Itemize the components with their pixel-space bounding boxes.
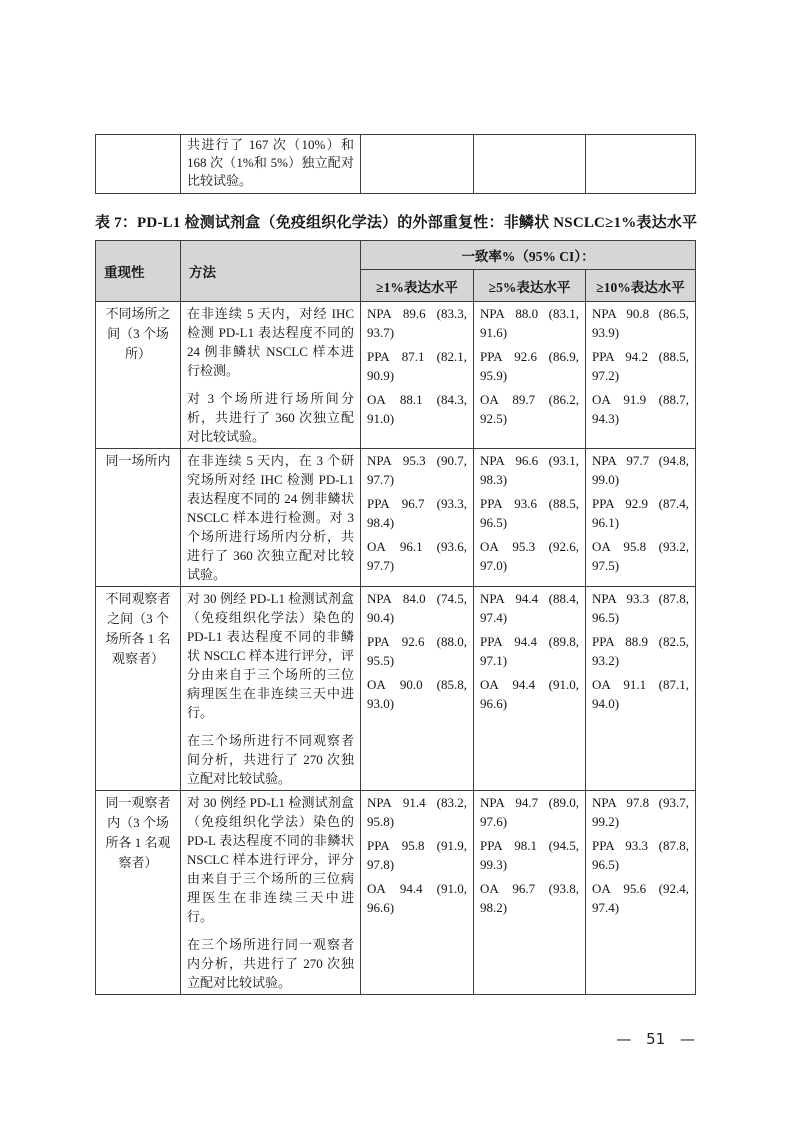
stat-group <box>480 879 579 917</box>
stat-group <box>592 675 689 713</box>
stat-line-2: 96.6) <box>480 696 508 711</box>
stat-part: 96.1 <box>399 539 423 554</box>
stat-line-2: 96.5) <box>592 610 620 625</box>
stat-group <box>367 793 467 831</box>
stats-cell-level-10pct <box>586 449 696 587</box>
stat-line-1 <box>592 537 689 556</box>
stat-part: 95.3 <box>512 539 536 554</box>
stat-part: (88.7, <box>658 392 689 407</box>
fragment-row <box>96 135 696 194</box>
stat-part: NPA <box>480 591 505 606</box>
stats-cell-level-5pct <box>474 791 586 995</box>
stat-part: 91.1 <box>623 677 647 692</box>
stat-group <box>367 675 467 713</box>
stat-line-1 <box>480 451 579 470</box>
stat-part: 89.6 <box>402 306 426 321</box>
fragment-empty-cell-3 <box>474 135 586 194</box>
stat-line-1 <box>480 390 579 409</box>
stat-line-2: 97.4) <box>480 610 508 625</box>
stat-line-1 <box>480 537 579 556</box>
stat-part: (93.8, <box>548 881 579 896</box>
stat-part: 93.3 <box>626 591 650 606</box>
stat-line-2: 97.7) <box>367 472 395 487</box>
stat-group <box>480 390 579 428</box>
stat-part: 92.6 <box>401 634 425 649</box>
stat-part: 88.0 <box>515 306 539 321</box>
stat-group <box>367 589 467 627</box>
stat-group <box>592 632 689 670</box>
stat-part: 90.8 <box>626 306 650 321</box>
stat-group <box>367 304 467 342</box>
stat-group <box>367 347 467 385</box>
stat-part: PPA <box>480 634 503 649</box>
stat-part: (82.5, <box>658 634 689 649</box>
stat-part: (86.9, <box>548 349 579 364</box>
stat-line-2: 93.7) <box>367 325 395 340</box>
stat-part: OA <box>367 539 386 554</box>
stat-line-2: 92.5) <box>480 411 508 426</box>
stats-cell-level-5pct <box>474 449 586 587</box>
stat-part: 94.4 <box>512 677 536 692</box>
stat-part: 95.3 <box>402 453 426 468</box>
stat-group <box>592 793 689 831</box>
method-cell <box>181 449 361 587</box>
method-paragraph: 在非连续 5 天内，在 3 个研究场所对经 IHC 检测 PD-L1 表达程度不同的 24 例非鳞状 NSCLC 样本进行检测。对 3 个场所进行场所内分析，共进行了 360 次独立配对比较试验。 <box>187 453 354 582</box>
stat-group <box>367 390 467 428</box>
stat-part: OA <box>367 392 386 407</box>
fragment-empty-cell-2 <box>361 135 474 194</box>
stat-part: PPA <box>480 838 503 853</box>
stat-line-1 <box>367 451 467 470</box>
stat-group <box>480 589 579 627</box>
stat-line-1 <box>367 589 467 608</box>
stat-line-2: 91.6) <box>480 325 508 340</box>
stat-part: 94.4 <box>514 634 538 649</box>
stat-line-2: 99.0) <box>592 472 620 487</box>
stat-line-2: 94.3) <box>592 411 620 426</box>
stat-part: NPA <box>592 591 617 606</box>
stats-cell-level-5pct <box>474 587 586 791</box>
stat-line-2: 96.1) <box>592 515 620 530</box>
stat-group <box>592 879 689 917</box>
stat-line-2: 97.1) <box>480 653 508 668</box>
stat-line-2: 99.2) <box>592 814 620 829</box>
header-expression-level-1pct: ≥1%表达水平 <box>361 270 474 302</box>
stat-line-1 <box>480 494 579 513</box>
stat-group <box>592 347 689 385</box>
stat-line-2: 99.3) <box>480 857 508 872</box>
stat-line-2: 97.2) <box>592 368 620 383</box>
stat-part: (93.6, <box>436 539 467 554</box>
stat-part: NPA <box>592 453 617 468</box>
fragment-method-cell <box>181 135 361 194</box>
stat-part: PPA <box>367 496 390 511</box>
stat-line-2: 91.0) <box>367 411 395 426</box>
stat-group <box>367 836 467 874</box>
stat-line-2: 96.5) <box>592 857 620 872</box>
stat-part: OA <box>480 392 499 407</box>
stat-line-2: 97.7) <box>367 558 395 573</box>
stat-line-1 <box>480 879 579 898</box>
header-method: 方法 <box>181 241 361 302</box>
fragment-empty-cell-4 <box>586 135 696 194</box>
stat-part: (84.3, <box>436 392 467 407</box>
stat-group <box>592 304 689 342</box>
stats-cell-level-5pct <box>474 302 586 449</box>
stat-line-1 <box>367 793 467 812</box>
stat-part: (86.5, <box>658 306 690 321</box>
method-paragraph: 对 30 例经 PD-L1 检测试剂盒（免疫组织化学法）染色的 PD-L1 表达程度不同的非鳞状 NSCLC 样本进行评分，评分由来自于三个场所的三位病理医生在非连续三天中进行。 <box>187 591 354 720</box>
stat-line-2: 98.2) <box>480 900 508 915</box>
stat-part: 98.1 <box>514 838 538 853</box>
stat-line-1 <box>367 494 467 513</box>
reproducibility-cell: 不同场所之间（3 个场所） <box>96 302 181 449</box>
method-paragraph: 在三个场所进行不同观察者间分析，共进行了 270 次独立配对比较试验。 <box>187 733 354 786</box>
stat-group <box>480 793 579 831</box>
table7-data-row <box>96 302 696 449</box>
stat-line-1 <box>592 304 689 323</box>
stat-part: (93.1, <box>548 453 579 468</box>
stat-part: OA <box>592 539 611 554</box>
stat-line-1 <box>367 347 467 366</box>
stat-line-1 <box>592 451 689 470</box>
stat-group <box>480 836 579 874</box>
stat-part: OA <box>592 677 611 692</box>
stat-line-2: 97.0) <box>480 558 508 573</box>
stat-line-1 <box>592 879 689 898</box>
stat-part: NPA <box>592 306 617 321</box>
stat-group <box>367 537 467 575</box>
method-cell <box>181 587 361 791</box>
stat-group <box>592 494 689 532</box>
method-cell <box>181 791 361 995</box>
stat-part: 94.2 <box>625 349 649 364</box>
fragment-empty-cell-1 <box>96 135 181 194</box>
stat-part: 96.6 <box>515 453 539 468</box>
header-expression-level-5pct: ≥5%表达水平 <box>474 270 586 302</box>
stat-group <box>480 675 579 713</box>
table7-caption: 表 7：PD-L1 检测试剂盒（免疫组织化学法）的外部重复性：非鳞状 NSCLC≥1%表达水平 <box>95 215 698 231</box>
stat-part: OA <box>480 539 499 554</box>
stat-part: 95.8 <box>401 838 425 853</box>
stat-part: (93.2, <box>658 539 689 554</box>
stat-part: (92.4, <box>658 881 689 896</box>
stat-part: 89.7 <box>512 392 536 407</box>
stat-line-2: 95.9) <box>480 368 508 383</box>
stat-group <box>480 494 579 532</box>
stat-part: (89.0, <box>548 795 579 810</box>
stat-part: (93.7, <box>658 795 690 810</box>
table7-header <box>96 241 696 302</box>
stat-group <box>592 390 689 428</box>
stat-part: PPA <box>367 838 390 853</box>
stat-part: NPA <box>480 306 505 321</box>
stat-part: (88.4, <box>548 591 579 606</box>
stats-cell-level-10pct <box>586 302 696 449</box>
stat-part: OA <box>480 881 499 896</box>
stat-part: PPA <box>592 349 615 364</box>
stat-part: (83.3, <box>436 306 467 321</box>
stat-group <box>480 304 579 342</box>
stat-part: (91.0, <box>548 677 579 692</box>
stat-line-1 <box>367 390 467 409</box>
stat-part: NPA <box>367 795 392 810</box>
stat-part: (86.2, <box>548 392 579 407</box>
stat-line-1 <box>480 347 579 366</box>
method-paragraph: 在非连续 5 天内，对经 IHC 检测 PD-L1 表达程度不同的 24 例非鳞状 NSCLC 样本进行检测。 <box>187 306 354 378</box>
stat-line-2: 93.9) <box>592 325 620 340</box>
stat-part: OA <box>367 677 386 692</box>
stat-part: 93.3 <box>625 838 649 853</box>
stat-part: (94.5, <box>548 838 579 853</box>
stat-group <box>592 836 689 874</box>
stat-line-1 <box>592 836 689 855</box>
method-paragraph: 对 3 个场所进行场所间分析，共进行了 360 次独立配对比较试验。 <box>187 391 354 444</box>
header-reproducibility: 重现性 <box>96 241 181 302</box>
stat-part: 93.6 <box>514 496 538 511</box>
stat-part: (92.6, <box>548 539 579 554</box>
stat-line-2: 96.6) <box>367 900 395 915</box>
stat-group <box>592 589 689 627</box>
stat-part: NPA <box>367 591 392 606</box>
table7-body <box>96 302 696 995</box>
stat-part: 92.6 <box>514 349 538 364</box>
stat-part: (89.8, <box>548 634 579 649</box>
stat-part: PPA <box>367 349 390 364</box>
stat-line-2: 98.4) <box>367 515 395 530</box>
header-expression-level-10pct: ≥10%表达水平 <box>586 270 696 302</box>
stat-part: PPA <box>367 634 390 649</box>
stat-line-2: 90.9) <box>367 368 395 383</box>
stat-part: PPA <box>480 496 503 511</box>
stat-line-1 <box>367 632 467 651</box>
stat-group <box>592 537 689 575</box>
stat-line-1 <box>367 304 467 323</box>
stat-part: 91.9 <box>623 392 647 407</box>
stat-line-1 <box>480 304 579 323</box>
stat-line-1 <box>367 675 467 694</box>
stat-line-2: 94.0) <box>592 696 620 711</box>
stat-part: OA <box>592 881 611 896</box>
stat-part: 90.0 <box>399 677 423 692</box>
stat-part: (82.1, <box>436 349 467 364</box>
stat-line-1 <box>367 836 467 855</box>
stat-group <box>592 451 689 489</box>
stat-line-2: 97.5) <box>592 558 620 573</box>
table7-data-row <box>96 587 696 791</box>
stat-part: NPA <box>480 453 505 468</box>
stat-line-2: 95.5) <box>367 653 395 668</box>
method-cell <box>181 302 361 449</box>
stat-group <box>480 537 579 575</box>
stats-cell-level-1pct <box>361 587 474 791</box>
stat-part: (74.5, <box>436 591 467 606</box>
stat-part: 92.9 <box>625 496 649 511</box>
stat-line-2: 98.3) <box>480 472 508 487</box>
stat-part: 96.7 <box>512 881 536 896</box>
stat-group <box>367 451 467 489</box>
stat-part: 97.7 <box>626 453 650 468</box>
stat-line-2: 93.2) <box>592 653 620 668</box>
stat-part: 88.9 <box>625 634 649 649</box>
stat-group <box>367 879 467 917</box>
reproducibility-cell: 不同观察者之间（3 个场所各 1 名观察者） <box>96 587 181 791</box>
stat-part: PPA <box>592 634 615 649</box>
stat-line-2: 93.0) <box>367 696 395 711</box>
fragment-method-text: 共进行了 167 次（10%）和 168 次（1%和 5%）独立配对比较试验。 <box>187 137 354 188</box>
stats-cell-level-1pct <box>361 449 474 587</box>
previous-table-fragment <box>95 134 696 194</box>
stat-part: (85.8, <box>436 677 467 692</box>
stat-line-2: 95.8) <box>367 814 395 829</box>
stat-part: (88.5, <box>548 496 579 511</box>
stat-line-2: 97.4) <box>592 900 620 915</box>
table7-data-row <box>96 791 696 995</box>
stat-part: (91.9, <box>436 838 467 853</box>
stat-line-1 <box>367 879 467 898</box>
stat-line-1 <box>592 494 689 513</box>
stat-part: 94.7 <box>515 795 539 810</box>
stat-line-1 <box>592 632 689 651</box>
stat-group <box>367 494 467 532</box>
stat-line-2: 90.4) <box>367 610 395 625</box>
stat-part: 88.1 <box>399 392 423 407</box>
stat-part: (87.8, <box>658 838 689 853</box>
stat-line-1 <box>480 632 579 651</box>
stats-cell-level-10pct <box>586 587 696 791</box>
stat-line-2: 97.6) <box>480 814 508 829</box>
stat-line-1 <box>480 793 579 812</box>
stat-line-1 <box>480 836 579 855</box>
stats-cell-level-10pct <box>586 791 696 995</box>
stat-part: 87.1 <box>401 349 425 364</box>
table7-data-row <box>96 449 696 587</box>
stat-group <box>480 451 579 489</box>
stat-line-1 <box>592 589 689 608</box>
stat-part: (94.8, <box>658 453 690 468</box>
stat-group <box>480 632 579 670</box>
stat-line-1 <box>592 793 689 812</box>
reproducibility-cell: 同一观察者内（3 个场所各 1 名观察者） <box>96 791 181 995</box>
method-paragraph: 对 30 例经 PD-L1 检测试剂盒（免疫组织化学法）染色的 PD-L 表达程度不同的非鳞状 NSCLC 样本进行评分，评分由来自于三个场所的三位病理医生在非连续三天中进行。 <box>187 795 354 924</box>
stats-cell-level-1pct <box>361 791 474 995</box>
stat-line-1 <box>592 675 689 694</box>
header-concordance-rate: 一致率%（95% CI）： <box>361 241 696 270</box>
stat-part: (87.1, <box>658 677 689 692</box>
table7-header-row-1 <box>96 241 696 270</box>
stat-part: 95.8 <box>623 539 647 554</box>
stat-part: NPA <box>480 795 505 810</box>
stat-part: (87.4, <box>658 496 689 511</box>
stat-group <box>367 632 467 670</box>
stat-part: PPA <box>592 838 615 853</box>
stat-part: (87.8, <box>658 591 690 606</box>
stat-line-2: 96.5) <box>480 515 508 530</box>
stat-line-1 <box>480 675 579 694</box>
stat-part: 94.4 <box>399 881 423 896</box>
stat-part: 91.4 <box>402 795 426 810</box>
method-paragraph: 在三个场所进行同一观察者内分析，共进行了 270 次独立配对比较试验。 <box>187 937 354 990</box>
stat-line-1 <box>367 537 467 556</box>
stats-cell-level-1pct <box>361 302 474 449</box>
stat-part: NPA <box>592 795 617 810</box>
stat-part: (83.2, <box>436 795 467 810</box>
stat-part: (83.1, <box>548 306 579 321</box>
page-number: — 51 — <box>616 1030 695 1048</box>
stat-part: NPA <box>367 306 392 321</box>
table7 <box>95 240 696 995</box>
stat-part: 96.7 <box>401 496 425 511</box>
stat-part: 97.8 <box>626 795 650 810</box>
stat-group <box>480 347 579 385</box>
stat-part: (88.5, <box>658 349 689 364</box>
stat-part: PPA <box>592 496 615 511</box>
stat-part: OA <box>367 881 386 896</box>
stat-part: 84.0 <box>402 591 426 606</box>
stat-part: NPA <box>367 453 392 468</box>
stat-line-1 <box>592 347 689 366</box>
stat-line-1 <box>480 589 579 608</box>
stat-part: OA <box>592 392 611 407</box>
stat-line-2: 97.8) <box>367 857 395 872</box>
stat-part: (93.3, <box>436 496 467 511</box>
stat-part: (88.0, <box>436 634 467 649</box>
stat-part: 95.6 <box>623 881 647 896</box>
stat-part: (90.7, <box>436 453 467 468</box>
stat-line-1 <box>592 390 689 409</box>
reproducibility-cell: 同一场所内 <box>96 449 181 587</box>
stat-part: (91.0, <box>436 881 467 896</box>
stat-part: 94.4 <box>515 591 539 606</box>
stat-part: OA <box>480 677 499 692</box>
stat-part: PPA <box>480 349 503 364</box>
